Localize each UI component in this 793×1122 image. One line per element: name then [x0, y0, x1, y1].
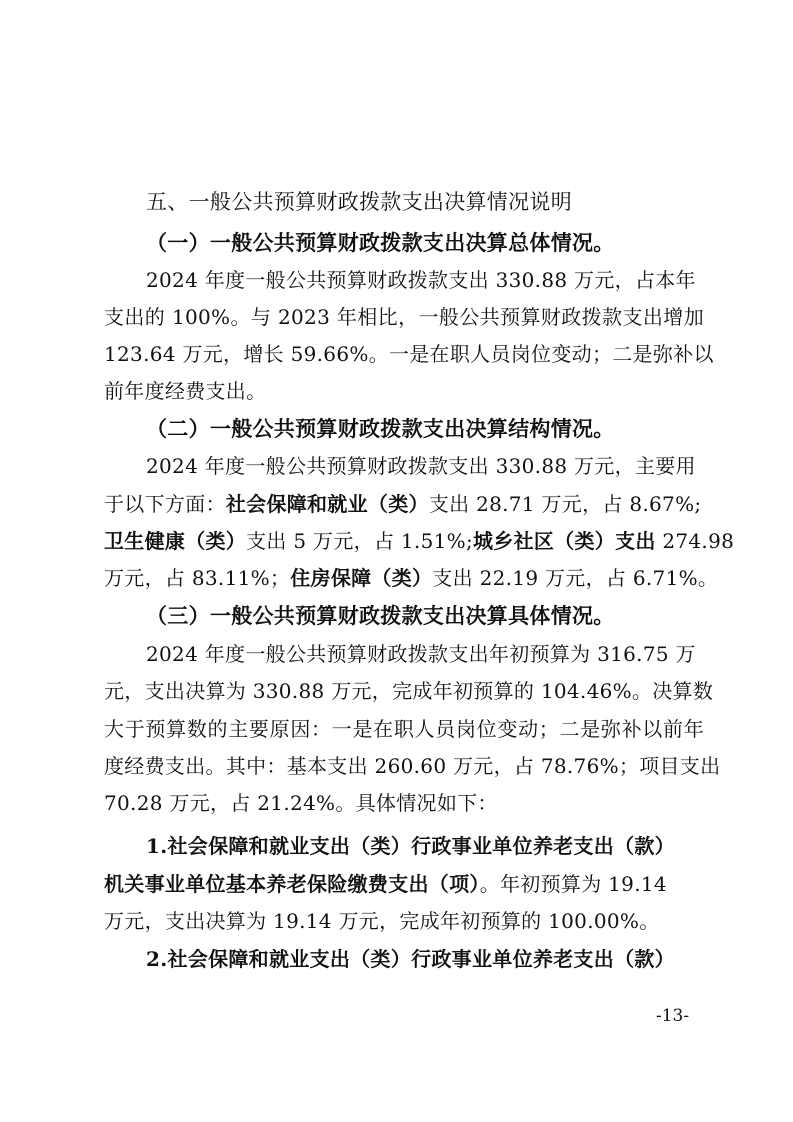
- category-health: 卫生健康（类）: [104, 529, 247, 553]
- text-span: 支出 22.19 万元，占 6.71%。: [432, 566, 719, 590]
- paragraph-line: 元，支出决算为 330.88 万元，完成年初预算的 104.46%。决算数: [104, 679, 714, 703]
- paragraph-line: 度经费支出。其中：基本支出 260.60 万元，占 78.76%；项目支出: [104, 754, 721, 778]
- category-housing: 住房保障（类）: [290, 566, 433, 590]
- item-2-heading: 2.社会保障和就业支出（类）行政事业单位养老支出（款）: [146, 947, 675, 971]
- paragraph-line: 2024 年度一般公共预算财政拨款支出 330.88 万元，主要用: [146, 454, 696, 478]
- page-number: -13-: [656, 1006, 690, 1026]
- text-span: 于以下方面：: [104, 492, 226, 516]
- subsection-heading-2: （二）一般公共预算财政拨款支出决算结构情况。: [146, 416, 615, 441]
- subsection-heading-3: （三）一般公共预算财政拨款支出决算具体情况。: [146, 603, 615, 628]
- paragraph-line: 万元，支出决算为 19.14 万元，完成年初预算的 100.00%。: [104, 909, 660, 933]
- paragraph-line: [104, 560, 719, 596]
- category-urban-rural: 城乡社区（类）支出: [472, 529, 656, 553]
- text-span: 支出 28.71 万元，占 8.67%;: [428, 492, 702, 516]
- paragraph-line: 2024 年度一般公共预算财政拨款支出 330.88 万元，占本年: [146, 268, 696, 292]
- paragraph-line: 支出的 100%。与 2023 年相比，一般公共预算财政拨款支出增加: [104, 305, 704, 329]
- paragraph-line: 2024 年度一般公共预算财政拨款支出年初预算为 316.75 万: [146, 642, 696, 666]
- paragraph-line: 70.28 万元，占 21.24%。具体情况如下：: [104, 791, 498, 815]
- paragraph-line: [104, 523, 735, 559]
- text-span: 万元，占 83.11%；: [104, 566, 291, 590]
- text-span: 274.98: [655, 529, 735, 553]
- item-1-heading: 1.社会保障和就业支出（类）行政事业单位养老支出（款）: [146, 834, 675, 858]
- section-title: 五、一般公共预算财政拨款支出决算情况说明: [146, 190, 572, 214]
- paragraph-line: 前年度经费支出。: [104, 379, 267, 403]
- category-social-security: 社会保障和就业（类）: [225, 492, 429, 516]
- paragraph-line: [104, 486, 704, 522]
- text-span: 支出 5 万元，占 1.51%;: [246, 529, 473, 553]
- item-1-subitem: 机关事业单位基本养老保险缴费支出（项）: [104, 872, 480, 896]
- subsection-heading-1: （一）一般公共预算财政拨款支出决算总体情况。: [146, 230, 615, 255]
- paragraph-line: 大于预算数的主要原因：一是在职人员岗位变动；二是弥补以前年: [104, 717, 704, 741]
- paragraph-line: 123.64 万元，增长 59.66%。一是在职人员岗位变动；二是弥补以: [104, 342, 714, 366]
- paragraph-line: [104, 866, 704, 902]
- text-span: 。年初预算为 19.14: [479, 872, 667, 896]
